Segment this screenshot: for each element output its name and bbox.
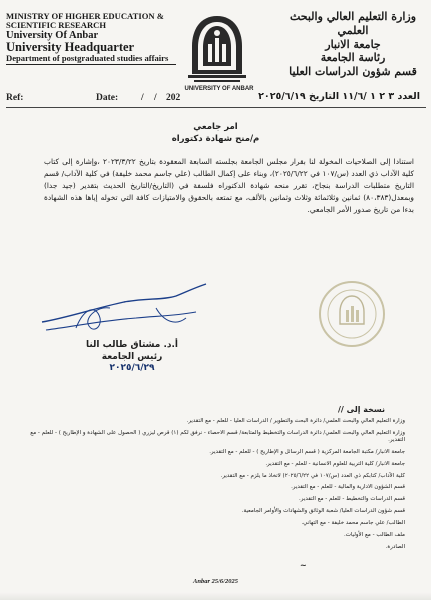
copy-item: الطالب/ علي جاسم محمد خليفة - مع التهاني. [301,519,405,526]
order-title-line2: م/منح شهادة دكتوراه [171,133,260,144]
initials-mark: ~ [300,561,307,570]
header-en-headquarter: University Headquarter [6,40,135,55]
header-en-university: University Of Anbar [6,30,99,42]
ref-label: Ref: [6,93,24,103]
header-ar-presidency: رئاسة الجامعة [320,51,386,65]
footer-text: Anbar 25/6/2025 [193,578,238,585]
copy-item: جامعة الانبار/ مكتبة الجامعة المركزية ( قسم الرسائل و الإطاريح ) - للعلم - مع التقدير. [209,449,405,456]
signatory-name: أ.د. مشتاق طالب النا [85,340,179,350]
header-ar-ministry: وزارة التعليم العالي والبحث العلمي [289,10,417,37]
header-arabic-block [283,10,423,79]
copy-item: قسم شؤون الدراسات العليا/ شعبة الوثائق والشهادات والأوامر الجامعية. [241,508,405,515]
scan-edge [0,592,431,600]
copy-item: جامعة الانبار/ كلية التربية للعلوم الانسانية - للعلم - مع التقدير. [265,460,405,467]
date-year: 202 [166,93,181,103]
copy-item: كلية الآداب/ كتابكم ذي العدد (س/١٠٧ في ٢٠٢٥/٦/٢٢) لاتخاذ ما يلزم - مع التقدير. [220,472,405,479]
header-ar-university: جامعة الانبار [325,37,381,51]
signatory-block [62,340,202,373]
header-en-ministry: MINISTRY OF HIGHER EDUCATION & [6,11,164,21]
copy-item: الصادرة. [385,543,405,550]
copy-item: وزارة التعليم العالي والبحث العلمي/ دائرة الدراسات والتخطيط والمتابعة/ قسم الاحصاء - نرفق لكم (١) قرص ليزري ( الحصول على الشهادة و الإطاريح ) - للعلم - مع التقدير. [30,429,405,444]
copy-item: قسم الشؤون الادارية والمالية - للعلم - مع التقدير. [291,484,405,491]
date-slash-2: / [154,93,157,103]
official-stamp-icon [316,278,388,350]
reference-row [6,93,426,107]
order-paragraph: استنادا إلى الصلاحيات المخولة لنا بقرار مجلس الجامعة بجلسته السابعة المعقودة بتاريخ ٢٠٢٣/٣/٢٢ ،وإشارة إلى كتاب كلية الآداب ذي العدد (س/١٠٧ في ٢٠٢٥/٦/٢٢)، وبناء على إكمال الطالب (علي جاسم محمد خليفة) في كلية الآداب/ قسم التاريخ متطلبات الدراسة بنجاح، تقرر منحه شهادة الدكتوراه فلسفة في (التاريخ/التاريخ الحديث بتقدير (جيد جدا) وبمعدل(٨٠،٣٨٣) ثمانين وثلاثمائة وثلاث وثمانين بالألف، مع تمتعه بالحقوق والامتيازات كافة التي تخوله إياها هذه الشهادة بدءا من تاريخ صدور الأمر الجامعي. [44,157,415,214]
copy-item: وزارة التعليم العالي والبحث العلمي/ دائرة البحث والتطوير / الدراسات العليا - للعلم - مع التقدير. [186,418,405,424]
copy-item: قسم الدراسات والتخطيط - للعلم - مع التقدير. [299,496,405,503]
university-logo-icon [186,14,248,84]
signatory-position: رئيس الجامعة [101,352,163,362]
date-label: Date: [96,93,119,103]
signatory-date: ٢٠٢٥/٦/٢٩ [109,363,155,373]
header-en-department: Department of postgraduated studies affairs [6,54,176,65]
date-slash-1: / [141,93,144,103]
order-title [0,122,431,146]
header-en-research: SCIENTIFIC RESEARCH [6,20,107,31]
logo-caption: UNIVERSITY OF ANBAR [184,86,254,92]
copies-heading: نسخة إلى // [337,405,385,414]
header-english-block [6,12,176,65]
copy-item: ملف الطالب - مع الأوليات. [343,531,405,538]
order-body [44,156,414,216]
signature-icon [36,278,216,344]
header-ar-department: قسم شؤون الدراسات العليا [289,65,417,78]
order-title-line1: امر جامعي [193,122,238,132]
handwritten-number: العدد ٣ ٢ ١ /١١/٦ التاريخ ٢٠٢٥/٦/١٩ [258,91,420,102]
header-divider [6,107,426,108]
copies-list [25,418,405,555]
